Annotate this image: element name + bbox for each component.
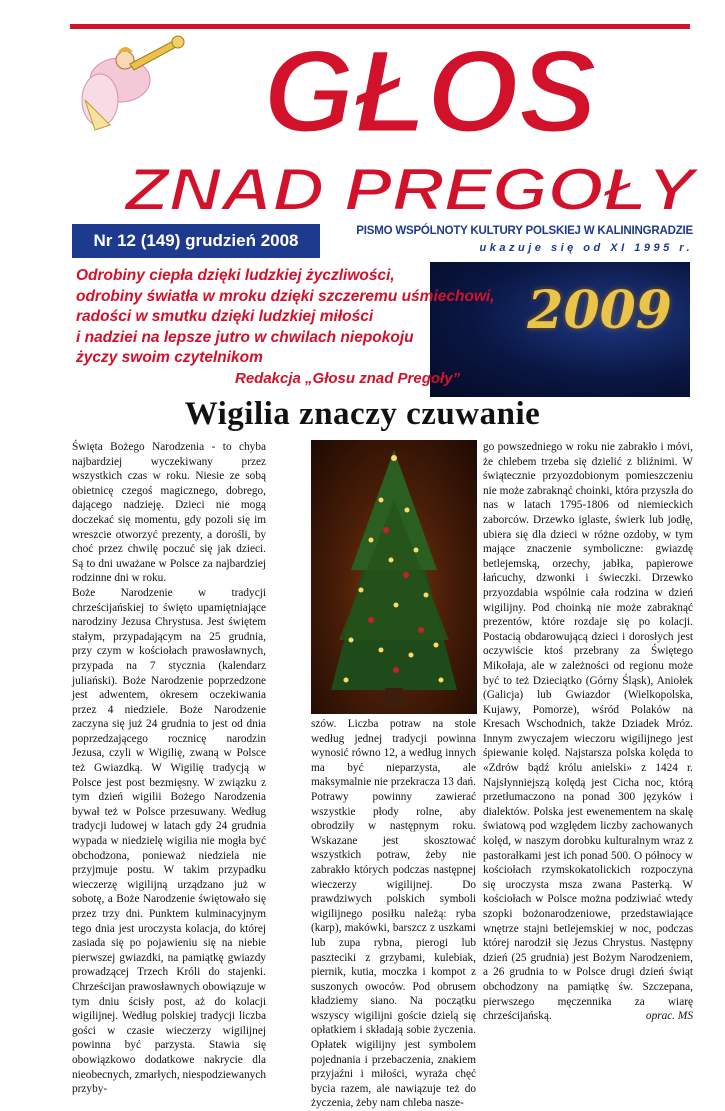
greeting-line: odrobiny światła w mroku dzięki szczeremu uśmiechowi,	[76, 287, 495, 305]
article-paragraph: Boże Narodzenie w tradycji chrześcijańskiej to święto upamiętniające narodziny Jezusa Chrystusa. Jest świętem stałym, przypadającym na 25 grudnia, przy czym w kościołach prawosławnych, przypada na 7 stycznia (kalendarz juliański). Boże Narodzenie poprzedzone jest adwentem, okresem oczekiwania przez 4 niedziele. Boże Narodzenie zaczyna się już 24 grudnia to jest od dnia poprzedzającego rocznicę narodzin Jezusa, czyli w Wigilię, zwaną w Polsce też Gwiazdką. W Wigilię tradycją w Polsce jest post bezmięsny. W związku z tym dzień wigilii Bożego Narodzenia bywał też w Polsce przesuwany. Według tradycji ludowej w latach gdy 24 grudnia wypada w niedzielę wigilia nie mogła być obchodzona, ponieważ niedziela nie przyjmuje postu. W takim przypadku wieczerzę wigilijną urządzano już w sobotę, a Boże Narodzenie świętowało się przez trzy dni. Punktem kulminacyjnym tego dnia jest uroczysta kolacja, do której zasiada się po pojawieniu się na niebie pierwszej gwiazdki, na pamiątkę gwiazdy prowadzącej Trzech Króli do stajenki. Chrześcijan prawosławnych obowiązuje w tym dniu ścisły post, aż do kolacji wigilijnej. Według polskiej tradycji liczba gości w czasie wieczerzy wigilijnej powinna być parzysta. Stawia się obowiązkowo dodatkowe nakrycie dla nieobecnych, zmarłych, niespodziewanych przyby-	[72, 586, 266, 1096]
article-title: Wigilia znaczy czuwanie	[184, 396, 541, 432]
top-rule	[70, 24, 690, 29]
publication-subtitle: PISMO WSPÓLNOTY KULTURY POLSKIEJ W KALININGRADZIE	[356, 225, 693, 237]
greeting-year: 2009	[527, 280, 672, 341]
angel-icon	[82, 36, 184, 130]
article-column-1	[72, 440, 266, 1097]
masthead-title-line1: GŁOS	[262, 30, 598, 158]
greeting-text	[76, 266, 636, 369]
greeting-banner	[70, 262, 690, 397]
masthead-title-line2: ZNAD PREGOŁY	[122, 156, 701, 220]
greeting-line: radości w smutku dzięki ludzkiej miłości	[76, 308, 374, 325]
masthead-logo	[0, 30, 725, 220]
masthead	[0, 30, 725, 220]
article-paragraph: szów. Liczba potraw na stole według jednej tradycji powinna wynosić równo 12, a według innych ma być nieparzysta, ale maksymalnie nie przekracza 13 dań. Potrawy powinny zawierać wszystkie płody rolne, aby obrodziły w następnym roku. Wskazane jest skosztować wszystkich potraw, żeby nie zabrakło których podczas następnej wieczerzy wigilijnej. Do prawdziwych polskich symboli wigilijnego posiłku należą: ryba (karp), makówki, barszcz z uszkami lub zupa rybna, pierogi lub paszteciki z grzybami, kulebiak, piernik, kutia, moczka i kompot z suszonych owoców. Pod obrusem kładziemy siano. Na początku wszyscy wigilijni goście dzielą się opłatkiem i składają sobie życzenia. Opłatek wigilijny jest symbolem pojednania i przebaczenia, znakiem przyjaźni i miłości, wyraża chęć bycia razem, ale nawiązuje też do życzenia, żeby nam chleba nasze-	[311, 718, 476, 1110]
greeting-line: życzy swoim czytelnikom	[76, 349, 263, 366]
greeting-line: Odrobiny ciepła dzięki ludzkiej życzliwości,	[76, 267, 395, 284]
greeting-signature: Redakcja „Głosu znad Pregoły”	[235, 370, 461, 387]
issue-badge: Nr 12 (149) grudzień 2008	[72, 224, 320, 258]
greeting-line: i nadziei na lepsze jutro w chwilach niepokoju	[76, 328, 414, 346]
christmas-tree-icon	[311, 440, 477, 714]
christmas-tree-photo	[311, 440, 477, 714]
article-signature: oprac. MS	[645, 1010, 693, 1023]
article-column-3	[483, 440, 693, 1024]
article-column-2	[311, 717, 476, 1111]
article-paragraph: Święta Bożego Narodzenia - to chyba najbardziej wyczekiwany przez wszystkich czas w roku. Niesie ze sobą obietnicę czegoś magicznego, dobrego, dającego nadzieję. Dzieci nie mogą doczekać się momentu, gdy pozoli się im wreszcie otworzyć prezenty, a dorośli, by choć przez chwilę poczuć się jak dzieci. Są to dni uważane w Polsce za najbardziej rodzinne dni w roku.	[72, 441, 266, 585]
publication-since: ukazuje się od XI 1995 r.	[479, 242, 693, 254]
article-paragraph: go powszedniego w roku nie zabrakło i móvi, że chlebem trzeba się dzielić z bliźnimi. W świątecznie przyozdobionym pomieszczeniu nie może zabraknąć choinki, która przyszła do nas w latach 1795-1806 od niemieckich zaborców. Drzewko iglaste, świerk lub jodłę, ubiera się dla dzieci w różne ozdoby, w tym mające znaczenie symboliczne: gwiazdę betlejemską, orzechy, jabłka, papierowe łańcuchy, dzwonki i świeczki. Drzewko przyozdabia wspólnie cała rodzina w dzień wigilijny. Pod choinką nie może zabraknąć prezentów, które rozdaje się po kolacji. Postacią obdarowującą dzieci i dorosłych jest oczywiście ktoś przebrany za Świętego Mikołaja, ale w zależności od regionu może być to też Dzieciątko (Górny Śląsk), Aniołek (Galicja) lub Gwiazdor (Wielkopolska, Kujawy, Pomorze), wśród Polaków na Kresach Wschodnich, także Dziadek Mróz. Innym zwyczajem wieczoru wigilijnego jest śpiewanie kolęd. Najstarsza polska kolęda to «Zdrów bądź królu anielski» z 1424 r. Najsłynniejszą kolędą jest Cicha noc, którą przetłumaczono na ponad 300 języków i dialektów. Polska jest ewenementem na skalę światową pod względem liczby zachowanych kolęd, w naszym dorobku kulturalnym wraz z pastorałkami jest ich ponad 500. O północy w kościołach rzymskokatolickich rozpoczyna się uroczysta msza zwana Pasterką. W kościołach w Polsce można podziwiać wtedy szopki bożonarodzeniowe, przedstawiające wnętrze stajni betlejemskiej w noc, podczas której narodził się Jezus Chrystus. Następny dzień (25 grudnia) jest Bożym Narodzeniem, a 26 grudnia to w Polsce drugi dzień świąt obchodzony na pamiątkę św. Szczepana, pierwszego męczennika za wiarę chrześcijańską.	[483, 441, 693, 1023]
